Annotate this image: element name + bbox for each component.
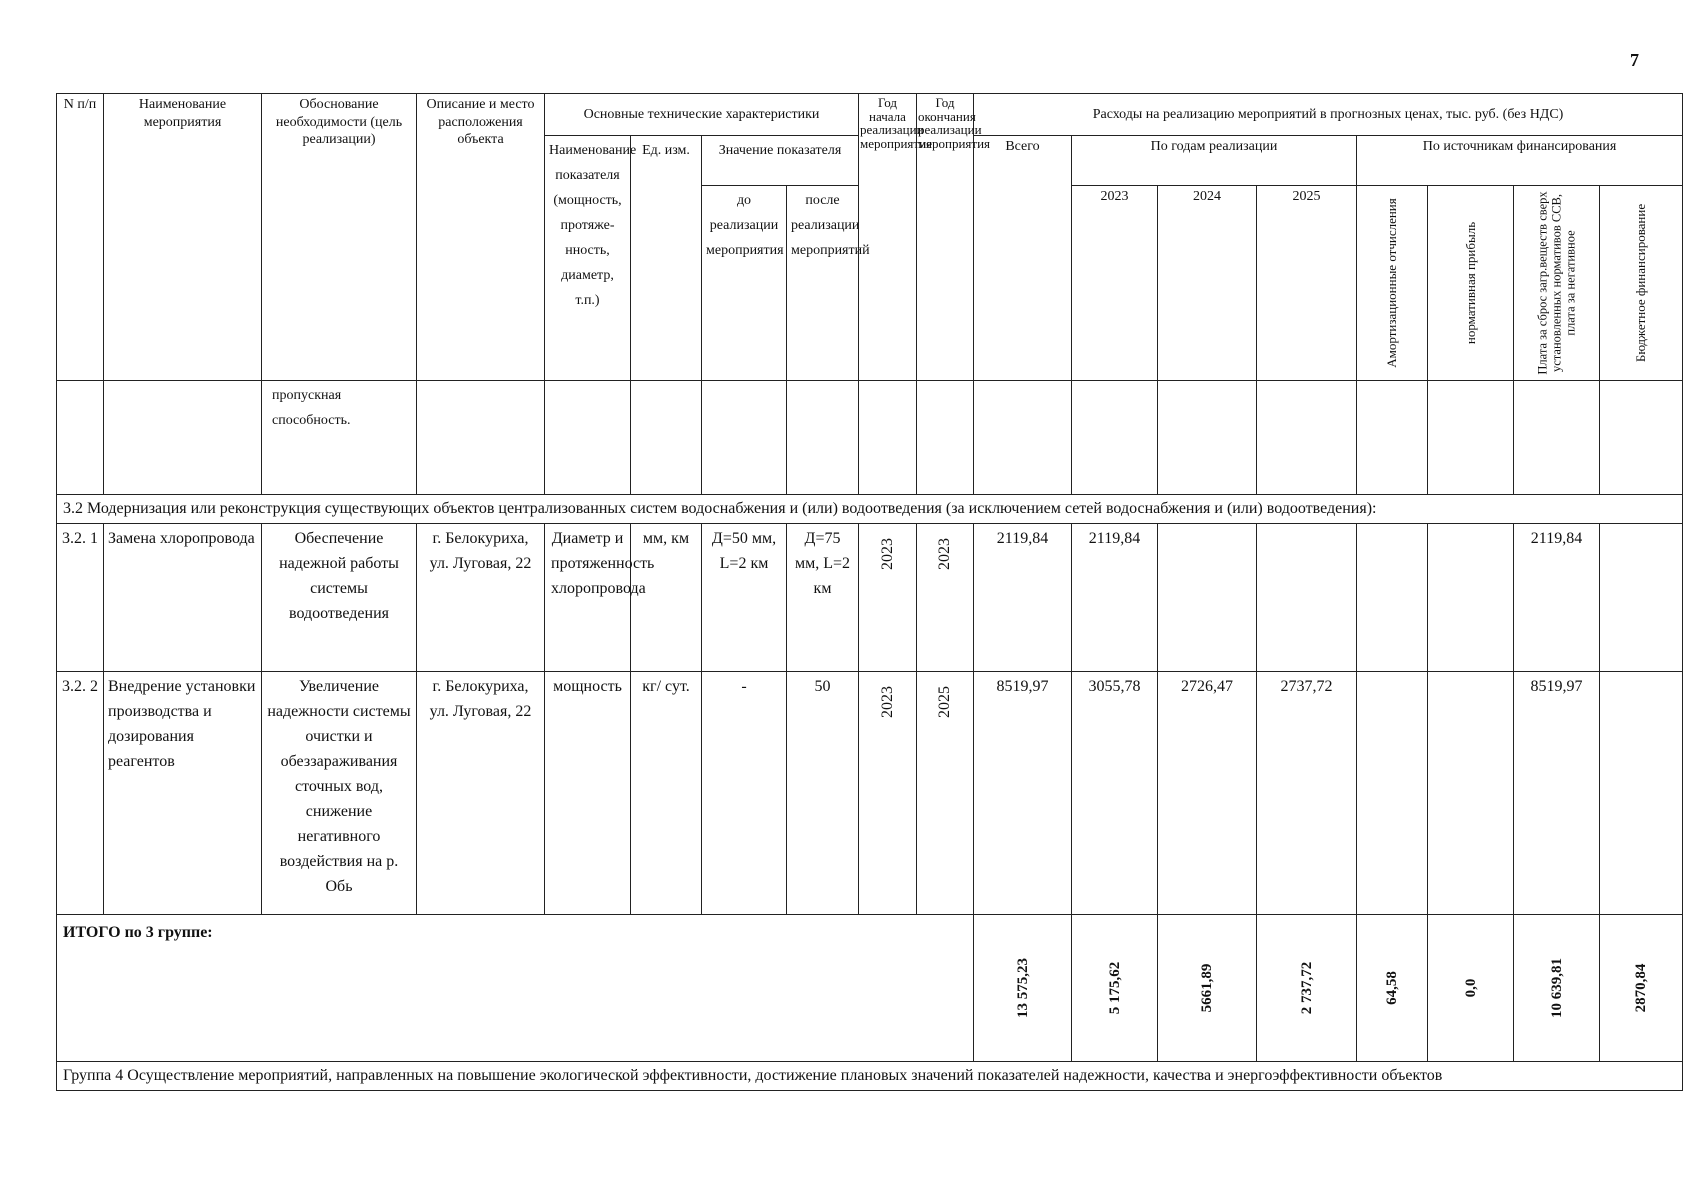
source-profit-header: нормативная прибыль [1428,186,1514,381]
continuation-justification: пропускная способность. [262,381,417,495]
totals-row [57,915,1683,1062]
totals-budget: 2870,84 [1600,915,1683,1062]
source-budget-header: Бюджетное финансирование [1600,186,1683,381]
row-after: 50 [787,672,859,915]
tech-group-header: Основные технические характеристики [545,94,859,136]
section-3-2-row [57,495,1683,524]
totals-fee: 10 639,81 [1514,915,1600,1062]
row-name: Замена хлоропровода [104,524,262,672]
total-header: Всего [974,136,1072,381]
row-2023: 3055,78 [1072,672,1158,915]
totals-2024: 5661,89 [1158,915,1257,1062]
totals-2025: 2 737,72 [1257,915,1357,1062]
row-2024 [1158,524,1257,672]
col-location-header: Описание и место расположения объекта [417,94,545,381]
investment-measures-table [56,93,1683,1091]
row-before: - [702,672,787,915]
by-years-header: По годам реализации [1072,136,1357,186]
row-budget [1600,672,1683,915]
by-sources-header: По источникам финансирования [1357,136,1683,186]
row-name: Внедрение установки производства и дозирования реагентов [104,672,262,915]
totals-label: ИТОГО по 3 группе: [57,915,974,1062]
costs-group-header: Расходы на реализацию мероприятий в прогнозных ценах, тыс. руб. (без НДС) [974,94,1683,136]
row-2024: 2726,47 [1158,672,1257,915]
tech-value-header: Значение показателя [702,136,859,186]
source-fee-header: Плата за сброс загр.веществ сверх установленных нормативов ССВ, плата за негативное [1514,186,1600,381]
row-2023: 2119,84 [1072,524,1158,672]
row-location: г. Белокуриха, ул. Луговая, 22 [417,524,545,672]
row-before: Д=50 мм, L=2 км [702,524,787,672]
row-fee: 8519,97 [1514,672,1600,915]
year-end-header: Год окончания реализации мероприятия [917,94,974,381]
tech-after-header: после реализации мероприятий [787,186,859,381]
row-2025: 2737,72 [1257,672,1357,915]
row-justification: Обеспечение надежной работы системы водоотведения [262,524,417,672]
row-indicator: Диаметр и протяженность хлоропровода [545,524,631,672]
tech-name-header: Наименование показателя (мощность, протяже-нность, диаметр, т.п.) [545,136,631,381]
totals-2023: 5 175,62 [1072,915,1158,1062]
totals-total: 13 575,23 [974,915,1072,1062]
row-unit: кг/ сут. [631,672,702,915]
col-name-header: Наименование мероприятия [104,94,262,381]
table-row [57,524,1683,672]
col-justification-header: Обоснование необходимости (цель реализации) [262,94,417,381]
row-year-end: 2023 [917,524,974,672]
row-fee: 2119,84 [1514,524,1600,672]
totals-amortization: 64,58 [1357,915,1428,1062]
tech-unit-header: Ед. изм. [631,136,702,381]
totals-profit: 0,0 [1428,915,1514,1062]
row-amortization [1357,672,1428,915]
year-2024-header: 2024 [1158,186,1257,381]
group-4-row [57,1062,1683,1091]
row-profit [1428,524,1514,672]
row-2025 [1257,524,1357,672]
row-location: г. Белокуриха, ул. Луговая, 22 [417,672,545,915]
group-4-title: Группа 4 Осуществление мероприятий, направленных на повышение экологической эффективности, достижение плановых значений показателей надежности, качества и энергоэффективности объектов [57,1062,1683,1091]
row-year-end: 2025 [917,672,974,915]
row-unit: мм, км [631,524,702,672]
row-after: Д=75 мм, L=2 км [787,524,859,672]
row-profit [1428,672,1514,915]
row-total: 8519,97 [974,672,1072,915]
row-number: 3.2. 2 [57,672,104,915]
year-start-header: Год начала реализации мероприятия [859,94,917,381]
continuation-row [57,381,1683,495]
row-budget [1600,524,1683,672]
row-amortization [1357,524,1428,672]
tech-before-header: до реализации мероприятия [702,186,787,381]
row-year-start: 2023 [859,672,917,915]
year-2023-header: 2023 [1072,186,1158,381]
source-amortization-header: Амортизационные отчисления [1357,186,1428,381]
header-row-1 [57,94,1683,136]
row-justification: Увеличение надежности системы очистки и обеззараживания сточных вод, снижение негативного воздействия на р. Обь [262,672,417,915]
col-number-header: N п/п [57,94,104,381]
row-year-start: 2023 [859,524,917,672]
row-total: 2119,84 [974,524,1072,672]
year-2025-header: 2025 [1257,186,1357,381]
page-number: 7 [1630,50,1639,70]
table-row [57,672,1683,915]
section-3-2-title: 3.2 Модернизация или реконструкция существующих объектов централизованных систем водоснабжения и (или) водоотведения (за исключением сетей водоснабжения и (или) водоотведения): [57,495,1683,524]
row-number: 3.2. 1 [57,524,104,672]
row-indicator: мощность [545,672,631,915]
